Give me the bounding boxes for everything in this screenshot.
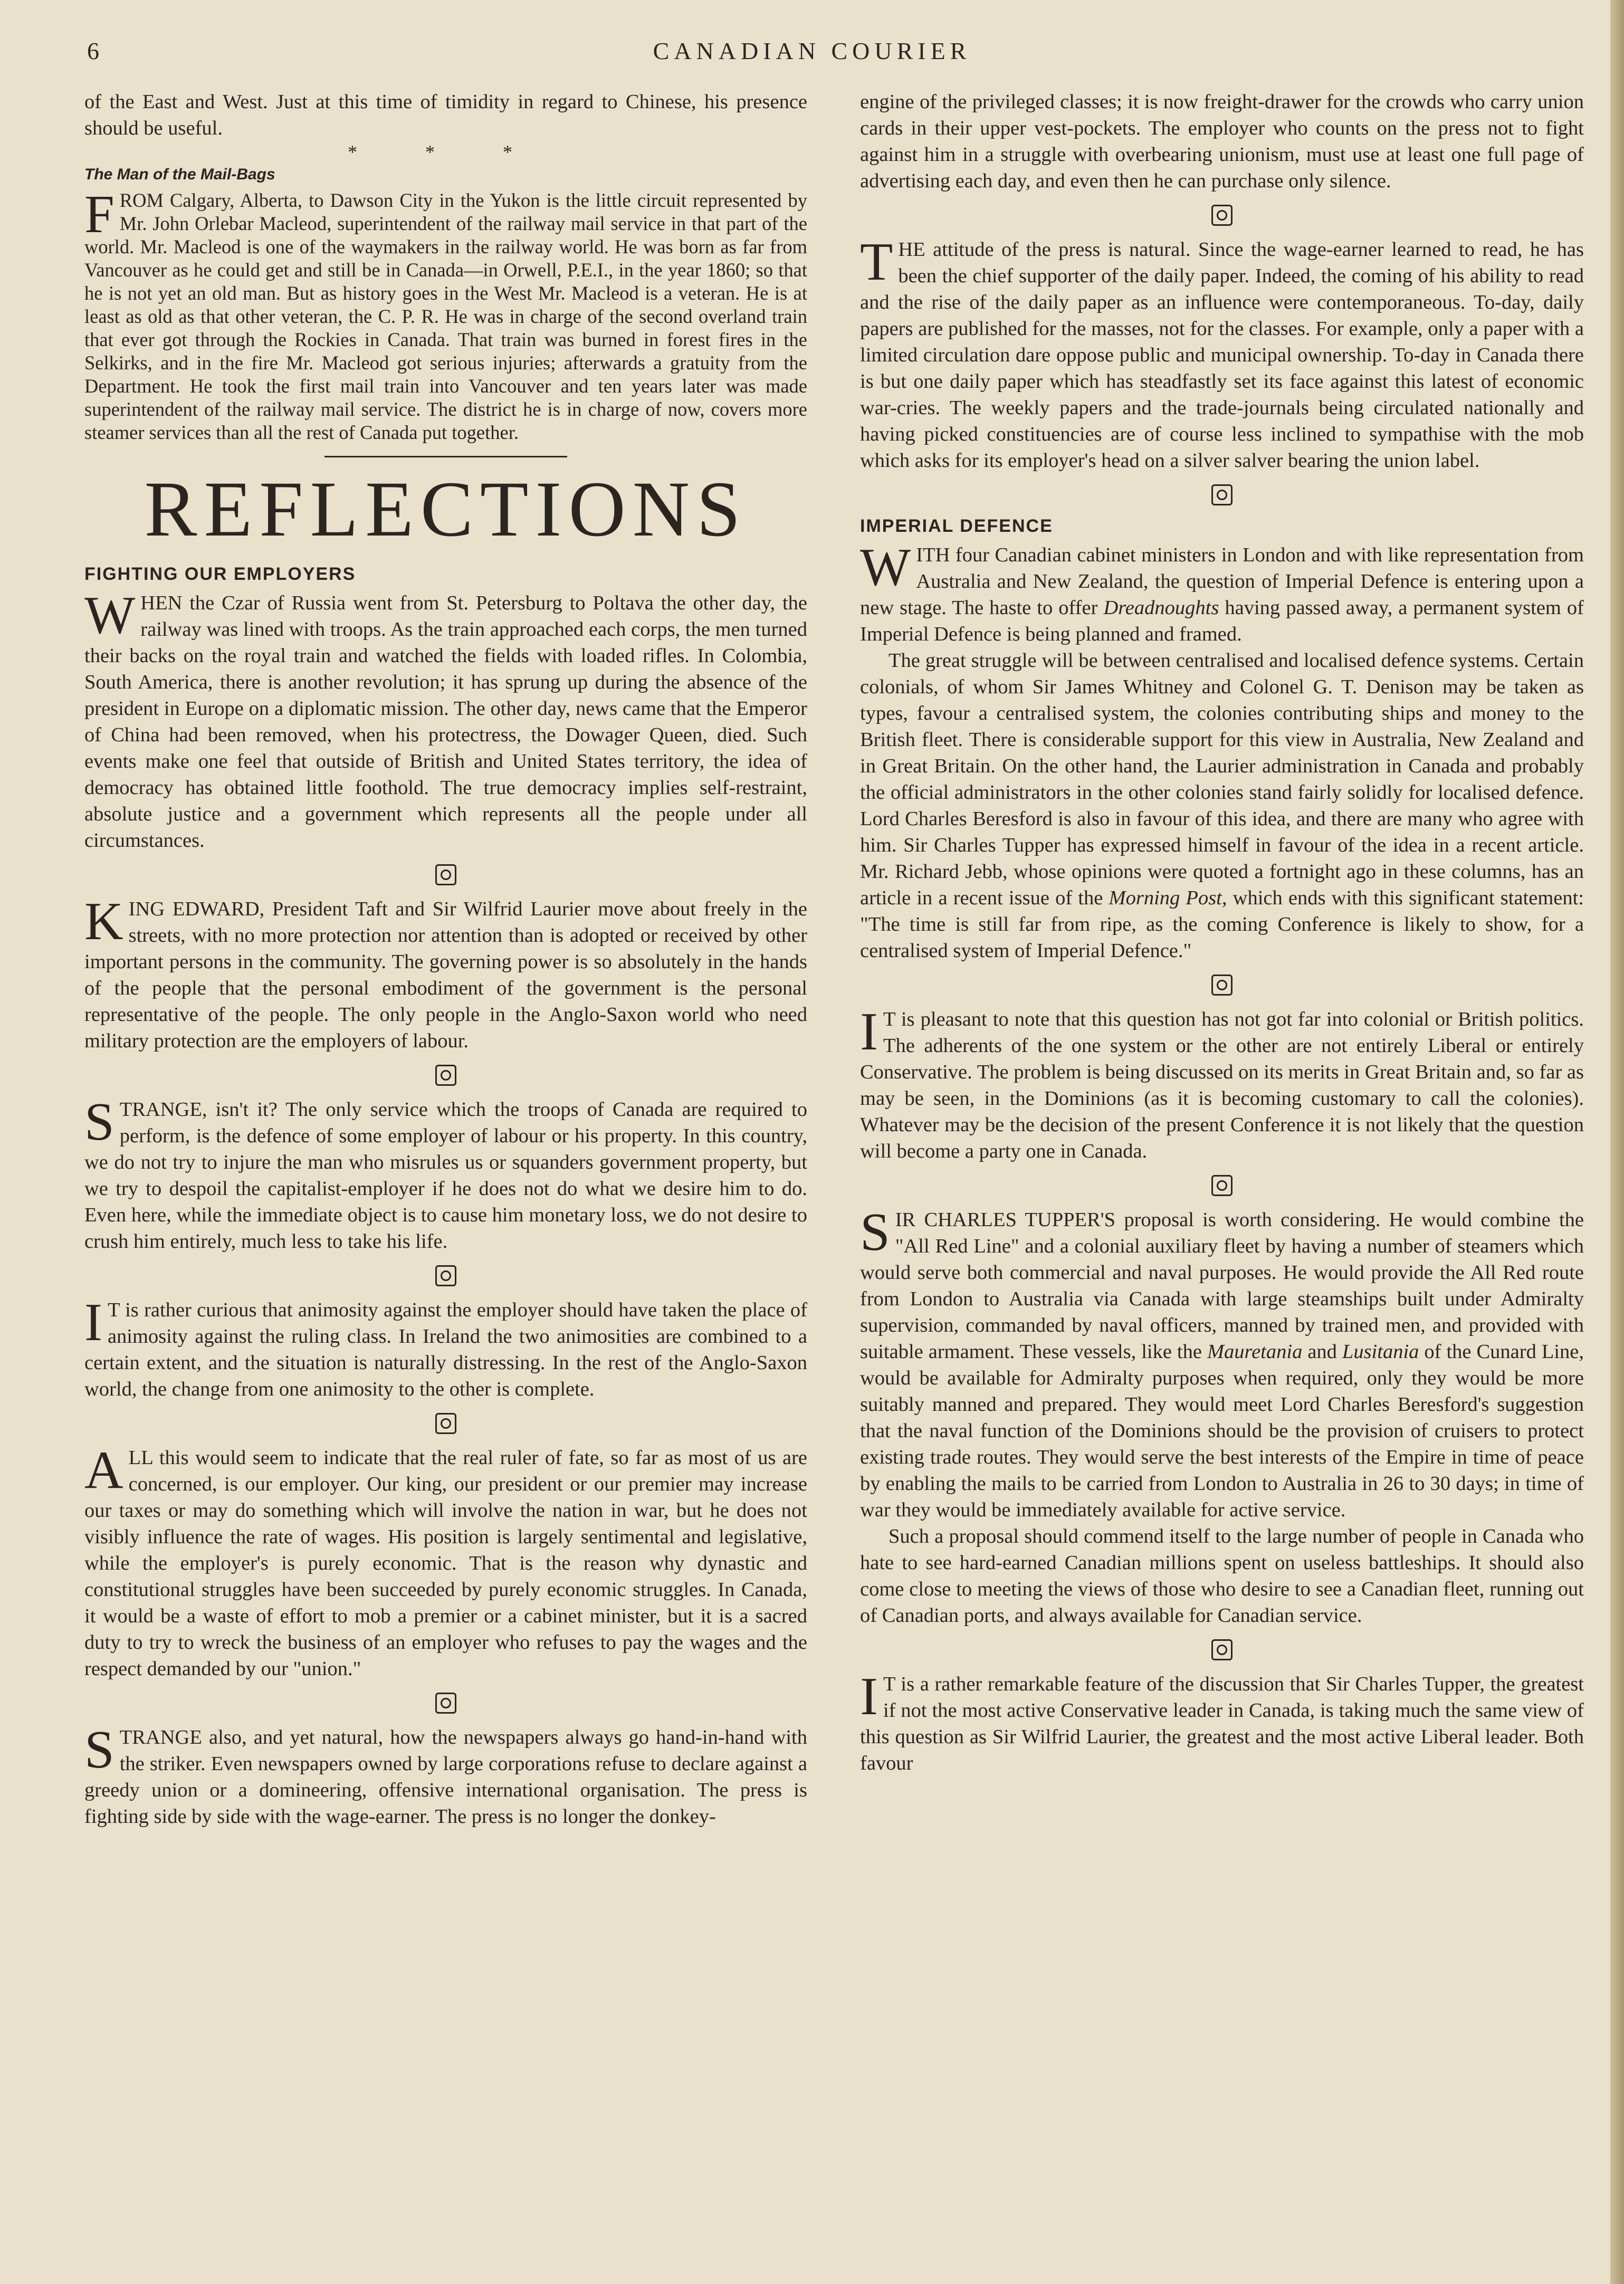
drop-cap: F (84, 185, 114, 244)
paragraph-text: having passed away, a permanent system of Imperial Defence is being planned and framed. (860, 597, 1584, 645)
paragraph-remarkable (860, 1667, 1584, 1776)
drop-cap: S (84, 1720, 114, 1780)
ornament-icon (1211, 974, 1233, 996)
paragraph-text: and (1302, 1341, 1342, 1363)
paragraph-pleasant (860, 1002, 1584, 1164)
italic-morning-post: Morning Post, (1109, 887, 1227, 909)
drop-cap: I (860, 1002, 878, 1062)
reflections-title: REFLECTIONS (144, 465, 748, 553)
drop-cap: S (860, 1202, 890, 1262)
drop-cap: S (84, 1092, 114, 1152)
paragraph-text: of the Cunard Line, would be available for Admiralty purposes when required, only they would be more suitably manned and prepared. They would meet Lord Charles Beresford's suggestion that the naval function of the Dominions should be the provision of cruisers to protect existing trade routes. They would serve the best interests of the Empire in time of peace by enabling the mails to be carried from London to Australia in 26 to 30 days; in time of war they would be immediately available for active service. (860, 1341, 1584, 1521)
drop-cap: W (84, 586, 136, 645)
ornament-icon (1211, 484, 1233, 505)
page-edge (1610, 0, 1624, 2284)
paragraph-text: LL this would seem to indicate that the real ruler of fate, so far as most of us are concerned, is our employer. Our king, our president or our premier may increase our taxes or may do something which will involve the nation in war, but he does not visibly influence the rate of wages. His position is largely sentimental and legislative, while the employer's is purely economic. That is the reason why dynastic and constitutional struggles have been succeeded by purely economic struggles. In Canada, it would be a waste of effort to mob a premier or a cabinet minister, but it is a sacred duty to try to wreck the business of an employer who refuses to pay the wages and the respect demanded by our "union." (84, 1447, 807, 1680)
paragraph-czar (84, 586, 807, 854)
intro-paragraph: of the East and West. Just at this time of timidity in regard to Chinese, his presence should be useful. (84, 91, 807, 139)
paragraph-attitude (860, 232, 1584, 474)
section-stars: * * * (348, 141, 544, 163)
right-column (860, 89, 1584, 1776)
paragraph-text: IR CHARLES TUPPER'S proposal is worth considering. He would combine the "All Red Line" and a colonial auxiliary fleet by having a number of steamers which would serve both commercial and naval purposes. He would provide the All Red route from London to Australia via Canada with large steamships built under Admiralty supervision, commanded by naval officers, manned by trained men, and provided with suitable armament. These vessels, like the (860, 1209, 1584, 1363)
paragraph-all-this (84, 1440, 807, 1682)
ornament-icon (435, 1065, 456, 1086)
paragraph-text: which ends with this significant statement: "The time is still far from ripe, as the coming Conference is likely to show, for a centralised system of Imperial Defence." (860, 887, 1584, 962)
paragraph-such-proposal: Such a proposal should commend itself to the large number of people in Canada who hate to see hard-earned Canadian millions spent on useless battleships. It should also come close to meeting the views of those who desire to see a Canadian fleet, running out of Canadian ports, and always available for Canadian service. (860, 1525, 1584, 1627)
running-header (0, 37, 1624, 69)
ornament-icon (435, 1265, 456, 1286)
drop-cap: T (860, 232, 893, 292)
paragraph-text: TRANGE also, and yet natural, how the newspapers always go hand-in-hand with the striker. Even newspapers owned by large corporations refuse to declare against a greedy union or a domineering, offensive international organisation. The press is fighting side by side with the wage-earner. The press is no longer the donkey- (84, 1726, 807, 1828)
drop-cap: W (860, 538, 911, 597)
italic-mauretania: Mauretania (1207, 1341, 1303, 1363)
imperial-defence-heading: IMPERIAL DEFENCE (860, 516, 1053, 536)
ornament-icon (435, 1413, 456, 1434)
paragraph-cabinet-ministers (860, 538, 1584, 647)
paragraph-tupper-proposal (860, 1202, 1584, 1523)
italic-dreadnoughts: Dreadnoughts (1103, 597, 1219, 619)
paragraph-animosity (84, 1293, 807, 1402)
paragraph-strange (84, 1092, 807, 1255)
ornament-icon (435, 864, 456, 885)
ornament-icon (1211, 205, 1233, 226)
paragraph-text: HE attitude of the press is natural. Since the wage-earner learned to read, he has been the chief supporter of the daily paper. Indeed, the coming of his ability to read and the rise of the daily paper as an influence were contemporaneous. To-day, daily papers are published for the masses, not for the classes. For example, only a paper with a limited circulation dare oppose public and municipal ownership. To-day in Canada there is but one daily paper which has steadfastly set its face against this latest of economic war-cries. The weekly papers and the trade-journals being circulated nationally and having picked constituencies are of course less inclined to sympathise with the mob which asks for its employer's head on a silver salver bearing the union label. (860, 238, 1584, 472)
paragraph-newspapers (84, 1720, 807, 1830)
ornament-icon (1211, 1639, 1233, 1660)
drop-cap: K (84, 892, 123, 951)
left-column (84, 89, 807, 1830)
paragraph-engine: engine of the privileged classes; it is now freight-drawer for the crowds who carry union cards in their upper vest-pockets. The employer who counts on the press not to fight against him in a struggle with overbearing unionism, must use at least one full page of advertising each day, and even then he can purchase only silence. (860, 91, 1584, 192)
masthead: CANADIAN COURIER (653, 37, 971, 64)
mailbags-heading: The Man of the Mail-Bags (84, 166, 275, 183)
fighting-heading: FIGHTING OUR EMPLOYERS (84, 564, 356, 584)
ornament-icon (435, 1693, 456, 1714)
paragraph-text: T is rather curious that animosity against the employer should have taken the place of animosity against the ruling class. In Ireland the two animosities are combined to a certain extent, and the situation is naturally distressing. In the rest of the Anglo-Saxon world, the change from one animosity to the other is complete. (84, 1299, 807, 1400)
mailbags-text: ROM Calgary, Alberta, to Dawson City in the Yukon is the little circuit represented by Mr. John Orlebar Macleod, superintendent of the railway mail service in that part of the world. Mr. Macleod is one of the waymakers in the railway world. He was born as far from Vancouver as he could get and still be in Canada—in Orwell, P.E.I., in the year 1860; so that he is not yet an old man. But as history goes in the West Mr. Macleod is a veteran. He is at least as old as that other veteran, the C. P. R. He was in charge of the second overland train that ever got through the Rockies in Canada. That train was burned in forest fires in the Selkirks, and in the fire Mr. Macleod got serious injuries; afterwards a gratuity from the Department. He took the first mail train into Vancouver and ten years later was made superintendent of the railway mail service. The district he is in charge of now, covers more steamer services than all the rest of Canada put together. (84, 189, 807, 443)
paragraph-text: T is pleasant to note that this question has not got far into colonial or British politics. The adherents of the one system or the other are not entirely Liberal or entirely Conservative. The problem is being discussed on its merits in Great Britain and, so far as may be seen, in the Dominions (as it is becoming customary to call the colonies). Whatever may be the decision of the present Conference it is not likely that the question will become a party one in Canada. (860, 1008, 1584, 1162)
paragraph-text: TRANGE, isn't it? The only service which the troops of Canada are required to perform, is the defence of some employer of labour or his property. In this country, we do not try to injure the man who misrules us or squanders government property, but we try to despoil the capitalist-employer if he does not do what we desire him to do. Even here, while the immediate object is to cause him monetary loss, we do not desire to crush him entirely, much less to take his life. (84, 1098, 807, 1253)
drop-cap: I (860, 1667, 878, 1726)
paragraph-text: HEN the Czar of Russia went from St. Petersburg to Poltava the other day, the railway was lined with troops. As the train approached each corps, the men turned their backs on the royal train and watched the fields with loaded rifles. In Colombia, South America, there is another revolution; it has sprung up during the absence of the president in Europe on a diplomatic mission. The other day, news came that the Emperor of China had been removed, when his protectress, the Dowager Queen, died. Such events make one feel that outside of British and United States territory, the idea of democracy has obtained little foothold. The true democracy implies self-restraint, absolute justice and a government which represents all the people under all circumstances. (84, 592, 807, 852)
paragraph-text: ING EDWARD, President Taft and Sir Wilfrid Laurier move about freely in the streets, with no more protection nor attention than is adopted or received by other important persons in the community. The governing power is so absolutely in the hands of the people that the personal embodiment of the government is the personal representative of the people. The only people in the Anglo-Saxon world who need military protection are the employers of labour. (84, 898, 807, 1052)
drop-cap: I (84, 1293, 102, 1352)
italic-lusitania: Lusitania (1342, 1341, 1419, 1363)
page-number: 6 (87, 37, 99, 64)
drop-cap: A (84, 1440, 123, 1500)
paragraph-text: ITH four Canadian cabinet ministers in London and with like representation from Australia and New Zealand, the question of Imperial Defence is entering upon a new stage. The haste to offer (860, 544, 1584, 619)
paragraph-text: The great struggle will be between centralised and localised defence systems. Certain colonials, of whom Sir James Whitney and Colonel G. T. Denison may be taken as types, favour a centralised system, the colonies contributing ships and money to the British fleet. There is considerable support for this view in Australia, New Zealand and in Great Britain. On the other hand, the Laurier administration in Canada and probably the official administrators in the other colonies stand fairly solidly for localised defence. Lord Charles Beresford is also in favour of this idea, and there are many who agree with him. Sir Charles Tupper has expressed himself in favour of the idea in a recent article. Mr. Richard Jebb, whose opinions were quoted a fortnight ago in these columns, has an article in a recent issue of the (860, 649, 1584, 909)
paragraph-great-struggle (860, 647, 1584, 964)
ornament-icon (1211, 1175, 1233, 1196)
mailbags-paragraph (84, 185, 807, 444)
title-rule (324, 456, 567, 457)
paragraph-king-edward (84, 892, 807, 1054)
paragraph-text: T is a rather remarkable feature of the discussion that Sir Charles Tupper, the greatest if not the most active Conservative leader in Canada, is taking much the same view of this question as Sir Wilfrid Laurier, the greatest and the most active Liberal leader. Both favour (860, 1673, 1584, 1774)
